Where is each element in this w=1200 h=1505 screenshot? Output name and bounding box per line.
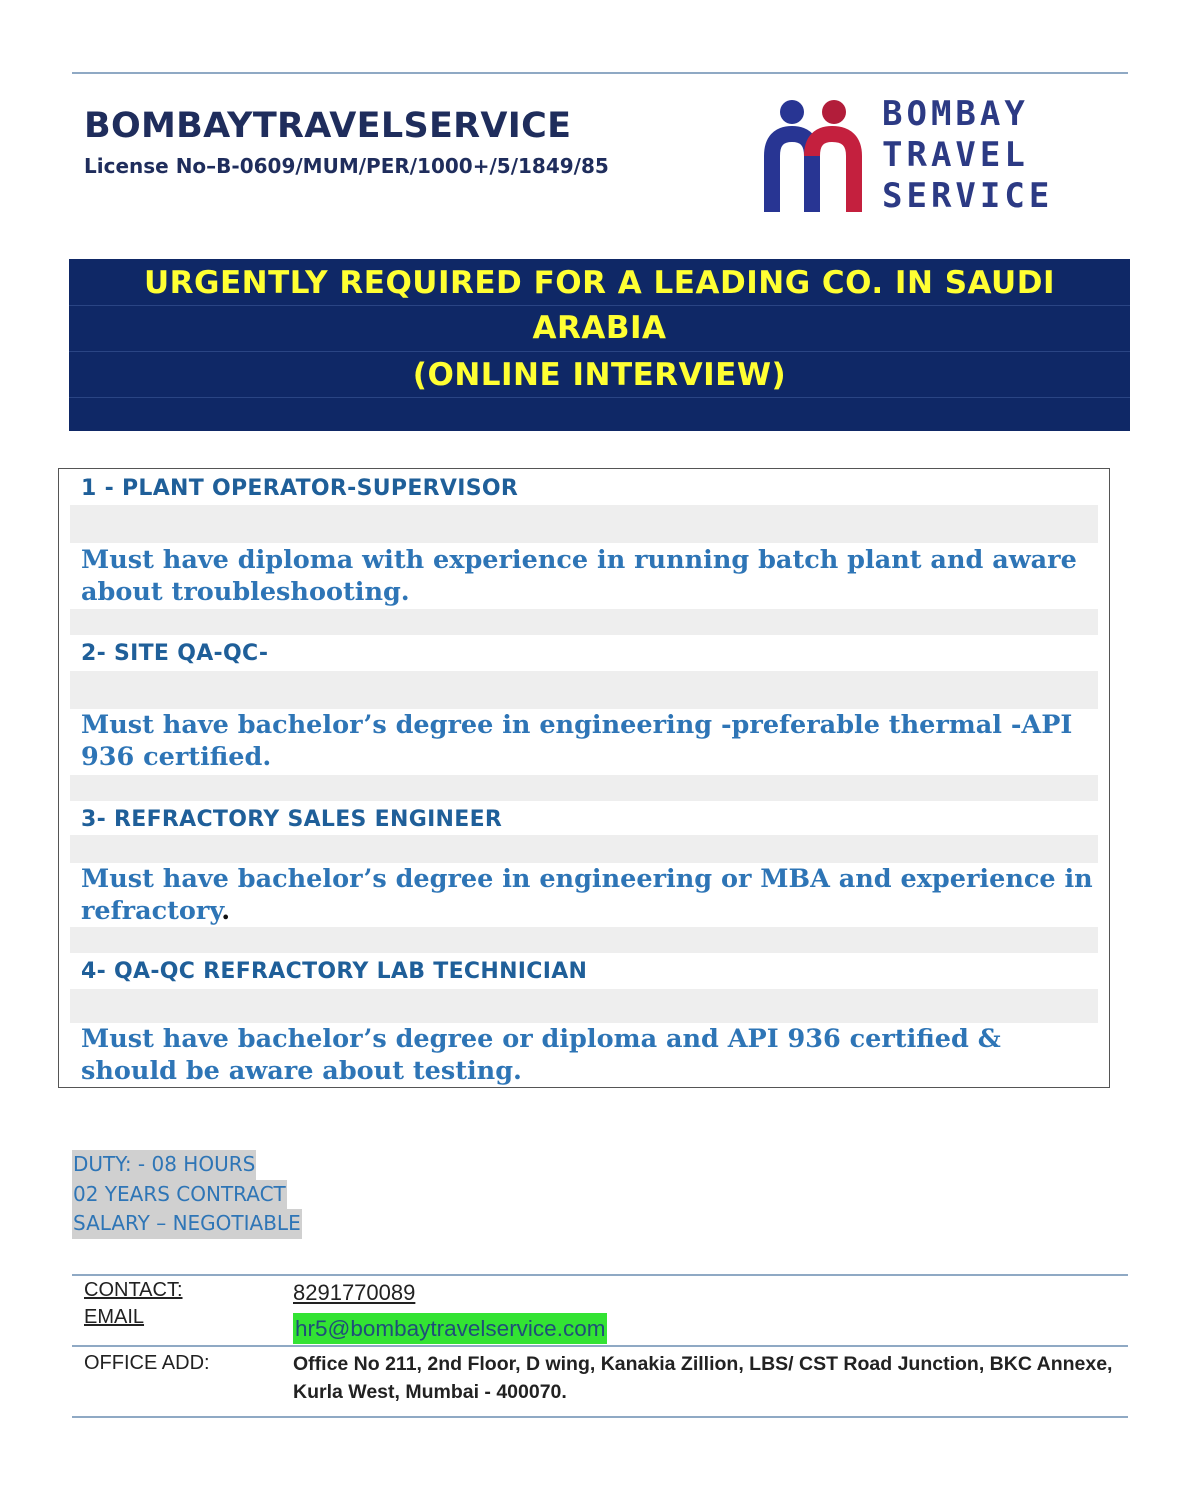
headline-banner — [69, 259, 1130, 431]
logo-line-2: TRAVEL — [882, 135, 1029, 175]
footer-divider-top — [72, 1274, 1128, 1276]
banner-line-2: ARABIA — [532, 310, 667, 346]
footer-divider-middle — [72, 1345, 1128, 1347]
employment-terms — [72, 1150, 302, 1239]
job-description: Must have bachelor’s degree in engineering -preferable thermal -API 936 certified. — [81, 710, 1073, 772]
job-description: Must have diploma with experience in running batch plant and aware about troubleshooting. — [81, 545, 1077, 607]
job-title: 1 - PLANT OPERATOR-SUPERVISOR — [81, 476, 519, 501]
job-title: 4- QA-QC REFRACTORY LAB TECHNICIAN — [81, 959, 588, 984]
logo-line-1: BOMBAY — [882, 94, 1029, 134]
job-description: Must have bachelor’s degree or diploma and API 936 certified & should be aware about testing. — [81, 1024, 1001, 1086]
duty-hours: DUTY: - 08 HOURS — [72, 1150, 256, 1180]
office-address-label: OFFICE ADD: — [84, 1352, 210, 1374]
job-title: 3- REFRACTORY SALES ENGINEER — [81, 807, 503, 832]
email-address[interactable]: hr5@bombaytravelservice.com — [293, 1313, 607, 1344]
job-listings — [58, 468, 1110, 1088]
license-number: License No–B-0609/MUM/PER/1000+/5/1849/85 — [84, 154, 609, 178]
email-label: EMAIL — [84, 1306, 145, 1328]
banner-line-3: (ONLINE INTERVIEW) — [412, 357, 787, 393]
phone-number[interactable]: 8291770089 — [293, 1280, 416, 1305]
top-divider — [72, 72, 1128, 74]
banner-line-1: URGENTLY REQUIRED FOR A LEADING CO. IN SAUDI — [143, 265, 1055, 301]
job-description: Must have bachelor’s degree in engineering or MBA and experience in refractory. — [81, 864, 1093, 926]
office-address: Office No 211, 2nd Floor, D wing, Kanakia Zillion, LBS/ CST Road Junction, BKC Annexe, Kurla West, Mumbai - 400070. — [293, 1353, 1113, 1403]
salary-info: SALARY – NEGOTIABLE — [72, 1209, 302, 1239]
job-title: 2- SITE QA-QC- — [81, 641, 269, 666]
footer-divider-bottom — [72, 1416, 1128, 1418]
company-name: BOMBAYTRAVELSERVICE — [84, 106, 572, 146]
logo-wordmark — [882, 94, 1053, 217]
contract-length: 02 YEARS CONTRACT — [72, 1180, 287, 1210]
logo-mark-icon — [758, 94, 868, 222]
contact-label: CONTACT: — [84, 1279, 183, 1301]
company-logo — [758, 94, 1078, 222]
logo-line-3: SERVICE — [882, 176, 1054, 216]
